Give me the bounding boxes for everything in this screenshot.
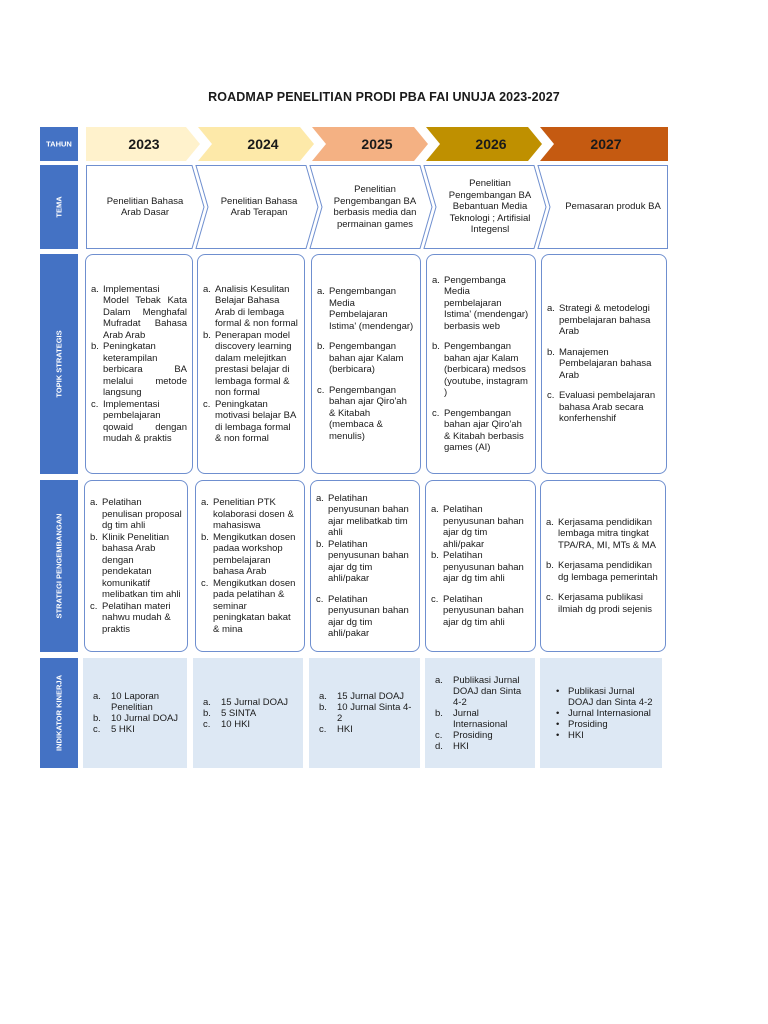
list-marker: c. bbox=[201, 577, 209, 589]
list-text: Kerjasama publikasi ilmiah dg prodi sejenis bbox=[558, 592, 652, 615]
list-item bbox=[317, 286, 415, 332]
list-item bbox=[315, 702, 414, 724]
list-item bbox=[199, 697, 297, 708]
list-marker: b. bbox=[547, 346, 555, 358]
list-text: Implementasi Model Tebak Kata Dalam Menghafal Mufradat Bahasa Arab Arab bbox=[103, 283, 187, 341]
list-text: Strategi & metodelogi pembelajaran bahasa Arab bbox=[559, 303, 651, 338]
list-marker: c. bbox=[317, 384, 325, 396]
list-item bbox=[431, 504, 530, 550]
list-marker: b. bbox=[546, 560, 554, 572]
year-2024: 2024 bbox=[247, 136, 279, 152]
list-text: Prosiding bbox=[568, 718, 608, 730]
list-item bbox=[546, 730, 656, 741]
list-item bbox=[199, 708, 297, 719]
list-text: Pelatihan penyusunan bahan ajar dg tim ahli/pakar bbox=[443, 504, 524, 550]
list-item bbox=[203, 284, 299, 330]
list-text: Pelatihan penyusunan bahan ajar dg tim ahli bbox=[443, 550, 524, 584]
list-text: Penelitian PTK kolaborasi dosen & mahasiswa bbox=[213, 497, 294, 531]
list-marker: b. bbox=[431, 550, 439, 561]
list-item bbox=[316, 539, 414, 585]
list-marker: a. bbox=[203, 283, 211, 295]
list-text: Implementasi pembelajaran qowaid dengan mudah & praktis bbox=[103, 398, 187, 444]
list-text: Pelatihan materi nahwu mudah & praktis bbox=[102, 600, 171, 635]
list-marker: c. bbox=[93, 724, 101, 735]
indikator-list-2027 bbox=[546, 686, 656, 741]
list-item bbox=[201, 497, 299, 532]
topik-box-2025 bbox=[311, 254, 421, 474]
row-label-tahun bbox=[40, 127, 78, 161]
list-bullet: • bbox=[556, 729, 560, 741]
list-text: Analisis Kesulitan Belajar Bahasa Arab di lembaga formal & non formal bbox=[215, 283, 298, 329]
tema-5: Pemasaran produk BA bbox=[565, 201, 661, 213]
list-item bbox=[432, 275, 530, 333]
list-item bbox=[89, 724, 181, 735]
topik-box-2023 bbox=[85, 254, 193, 474]
list-marker: c. bbox=[319, 724, 327, 735]
list-marker: b. bbox=[316, 538, 324, 550]
list-marker: c. bbox=[203, 398, 211, 410]
list-item bbox=[547, 390, 661, 425]
list-item bbox=[91, 399, 187, 445]
list-marker: b. bbox=[90, 531, 98, 543]
list-text: 10 HKI bbox=[221, 718, 251, 730]
list-marker: d. bbox=[435, 740, 443, 752]
list-item bbox=[431, 550, 530, 585]
list-marker: a. bbox=[319, 691, 327, 702]
list-bullet: • bbox=[556, 707, 560, 719]
list-marker: a. bbox=[93, 691, 101, 702]
list-marker: a. bbox=[317, 286, 325, 297]
list-item bbox=[316, 594, 414, 640]
list-item bbox=[432, 341, 530, 399]
topik-box-2026 bbox=[426, 254, 536, 474]
list-marker: a. bbox=[203, 696, 211, 708]
row-label-strategi-text: STRATEGI PENGEMBANGAN bbox=[54, 513, 64, 619]
list-item bbox=[546, 592, 660, 615]
list-text: 10 Jurnal Sinta 4-2 bbox=[337, 702, 412, 724]
list-text: 5 SINTA bbox=[221, 707, 257, 719]
strategi-list-2025 bbox=[316, 493, 414, 640]
list-text: 10 Jurnal DOAJ bbox=[111, 713, 179, 724]
list-item bbox=[90, 532, 182, 601]
page-title: ROADMAP PENELITIAN PRODI PBA FAI UNUJA 2023-2027 bbox=[208, 90, 560, 104]
list-item bbox=[316, 493, 414, 539]
list-item bbox=[91, 284, 187, 342]
topik-box-2024 bbox=[197, 254, 305, 474]
list-item bbox=[89, 691, 181, 713]
list-marker: c. bbox=[316, 593, 324, 605]
strategi-list-2027 bbox=[546, 517, 660, 616]
list-item bbox=[317, 341, 415, 376]
list-text: Pengembangan bahan ajar Kalam (berbicara) medsos (youtube, instagram ) bbox=[444, 341, 528, 398]
list-marker: c. bbox=[432, 407, 440, 419]
year-2023: 2023 bbox=[128, 136, 160, 152]
list-text: Jurnal Internasional bbox=[568, 707, 651, 719]
strategi-box-2026 bbox=[425, 480, 536, 652]
row-label-topik bbox=[40, 254, 78, 474]
list-marker: a. bbox=[547, 303, 555, 315]
list-marker: a. bbox=[201, 497, 209, 508]
list-text: Peningkatan motivasi belajar BA di lembaga formal & non formal bbox=[215, 398, 296, 444]
indikator-list-2025 bbox=[315, 691, 414, 735]
indikator-box-2025 bbox=[309, 658, 420, 768]
list-text: Evaluasi pembelajaran bahasa Arab secara konferhenshif bbox=[559, 390, 656, 425]
indikator-box-2023 bbox=[83, 658, 187, 768]
tema-2: Penelitian Bahasa Arab Terapan bbox=[220, 195, 298, 218]
list-text: HKI bbox=[568, 729, 584, 741]
list-text: Publikasi Jurnal DOAJ dan Sinta 4-2 bbox=[568, 685, 653, 708]
list-text: Pelatihan penulisan proposal dg tim ahli bbox=[102, 497, 182, 531]
list-text: Kerjasama pendidikan dg lembaga pemerintah bbox=[558, 560, 658, 583]
topik-list-2026 bbox=[432, 275, 530, 454]
list-marker: b. bbox=[91, 341, 99, 352]
list-marker: b. bbox=[203, 707, 211, 719]
indikator-list-2023 bbox=[89, 691, 181, 735]
list-item bbox=[199, 719, 297, 730]
list-item bbox=[201, 578, 299, 636]
list-item bbox=[89, 713, 181, 724]
list-text: Mengikutkan dosen padaa workshop pembelajaran bahasa Arab bbox=[213, 531, 296, 577]
topik-list-2023 bbox=[91, 284, 187, 445]
list-item bbox=[90, 497, 182, 532]
list-text: Manajemen Pembelajaran bahasa Arab bbox=[559, 346, 652, 381]
list-text: Jurnal Internasional bbox=[453, 707, 508, 730]
list-marker: b. bbox=[435, 707, 443, 719]
list-text: Pelatihan penyusunan bahan ajar melibatkab tim ahli bbox=[328, 492, 409, 538]
list-marker: a. bbox=[91, 283, 99, 295]
list-text: Prosiding bbox=[453, 729, 493, 741]
list-marker: a. bbox=[90, 497, 98, 508]
list-text: Pelatihan penyusunan bahan ajar dg tim ahli bbox=[443, 593, 524, 628]
list-item bbox=[317, 385, 415, 443]
list-item bbox=[203, 399, 299, 445]
list-marker: c. bbox=[203, 718, 211, 730]
strategi-list-2024 bbox=[201, 497, 299, 635]
list-item bbox=[315, 724, 414, 735]
row-label-tema bbox=[40, 165, 78, 249]
list-item bbox=[431, 730, 529, 741]
list-item bbox=[546, 517, 660, 552]
list-marker: b. bbox=[201, 531, 209, 543]
list-item bbox=[546, 686, 656, 708]
list-text: 15 Jurnal DOAJ bbox=[337, 691, 405, 702]
list-item bbox=[547, 303, 661, 338]
list-text: Peningkatan keterampilan berbicara BA melalui metode langsung bbox=[103, 341, 187, 398]
list-item bbox=[90, 601, 182, 636]
list-item bbox=[431, 741, 529, 752]
list-item bbox=[431, 594, 530, 629]
list-marker: c. bbox=[546, 592, 554, 604]
tema-4: Penelitian Pengembangan BA Bebantuan Media Teknologi ; Artifisial Integensl bbox=[448, 178, 532, 236]
list-text: 15 Jurnal DOAJ bbox=[221, 696, 289, 708]
strategi-box-2025 bbox=[310, 480, 420, 652]
list-text: Pengembanga Media pembelajaran Istima' (mendengar) berbasis web bbox=[444, 274, 529, 332]
list-item bbox=[201, 532, 299, 578]
list-text: Pengembangan bahan ajar Kalam (berbicara) bbox=[329, 341, 404, 375]
list-item bbox=[203, 330, 299, 399]
row-label-indikator-text: INDIKATOR KINERJA bbox=[54, 675, 64, 751]
list-text: HKI bbox=[453, 740, 469, 752]
list-text: Pengembangan bahan ajar Qiro'ah & Kitabah (membaca & menulis) bbox=[329, 384, 407, 442]
list-marker: b. bbox=[203, 329, 211, 341]
list-marker: a. bbox=[431, 504, 439, 515]
strategi-box-2024 bbox=[195, 480, 305, 652]
list-marker: c. bbox=[435, 729, 443, 741]
tema-1: Penelitian Bahasa Arab Dasar bbox=[106, 195, 184, 218]
list-item bbox=[546, 719, 656, 730]
list-text: Pelatihan penyusunan bahan ajar dg tim ahli/pakar bbox=[328, 593, 409, 639]
topik-box-2027 bbox=[541, 254, 667, 474]
row-label-tema-text: TEMA bbox=[54, 196, 64, 218]
year-2026: 2026 bbox=[475, 136, 507, 152]
list-text: 10 Laporan Penelitian bbox=[111, 691, 160, 713]
list-marker: c. bbox=[431, 593, 439, 605]
strategi-box-2027 bbox=[540, 480, 666, 652]
list-marker: a. bbox=[316, 492, 324, 504]
indikator-box-2026 bbox=[425, 658, 535, 768]
list-marker: b. bbox=[432, 341, 440, 352]
list-text: Pengembangan Media Pembelajaran Istima' (mendengar) bbox=[329, 286, 414, 332]
list-text: Mengikutkan dosen pada pelatihan & seminar peningkatan bakat & mina bbox=[213, 577, 296, 635]
list-text: Publikasi Jurnal DOAJ dan Sinta 4-2 bbox=[453, 674, 522, 708]
list-item bbox=[431, 675, 529, 708]
indikator-box-2024 bbox=[193, 658, 303, 768]
year-2025: 2025 bbox=[361, 136, 393, 152]
list-item bbox=[547, 347, 661, 382]
indikator-list-2024 bbox=[199, 697, 297, 730]
topik-list-2025 bbox=[317, 286, 415, 442]
list-item bbox=[315, 691, 414, 702]
list-marker: b. bbox=[317, 341, 325, 352]
list-bullet: • bbox=[556, 685, 560, 697]
year-2027: 2027 bbox=[590, 136, 622, 152]
list-text: 5 HKI bbox=[111, 724, 135, 735]
list-text: Klinik Penelitian bahasa Arab dengan pendekatan komunikatif melibatkan tim ahli bbox=[102, 531, 181, 600]
tema-3: Penelitian Pengembangan BA berbasis media dan permainan games bbox=[333, 184, 417, 230]
list-text: Penerapan model discovery learning dalam melejitkan prestasi belajar di lembaga formal & non formal bbox=[215, 329, 292, 398]
topik-list-2027 bbox=[547, 303, 661, 425]
list-marker: c. bbox=[90, 600, 98, 612]
row-label-indikator bbox=[40, 658, 78, 768]
list-text: Pelatihan penyusunan bahan ajar dg tim ahli/pakar bbox=[328, 538, 409, 584]
list-marker: b. bbox=[319, 702, 327, 713]
list-item bbox=[91, 341, 187, 399]
list-text: Pengembangan bahan ajar Qiro'ah & Kitabah berbasis games (AI) bbox=[444, 407, 524, 453]
list-item bbox=[432, 408, 530, 454]
row-label-topik-text: TOPIK STRATEGIS bbox=[54, 330, 64, 398]
topik-list-2024 bbox=[203, 284, 299, 445]
list-bullet: • bbox=[556, 718, 560, 730]
strategi-list-2026 bbox=[431, 504, 530, 628]
list-item bbox=[546, 708, 656, 719]
row-label-strategi bbox=[40, 480, 78, 652]
list-marker: a. bbox=[435, 674, 443, 686]
list-marker: c. bbox=[91, 398, 99, 410]
strategi-box-2023 bbox=[84, 480, 188, 652]
list-marker: b. bbox=[93, 713, 101, 724]
indikator-list-2026 bbox=[431, 675, 529, 752]
list-text: HKI bbox=[337, 724, 353, 735]
list-item bbox=[546, 560, 660, 583]
list-marker: c. bbox=[547, 390, 555, 402]
list-marker: a. bbox=[432, 274, 440, 286]
list-marker: a. bbox=[546, 516, 554, 528]
list-item bbox=[431, 708, 529, 730]
row-label-tahun-text: TAHUN bbox=[46, 139, 72, 149]
indikator-box-2027 bbox=[540, 658, 662, 768]
strategi-list-2023 bbox=[90, 497, 182, 635]
list-text: Kerjasama pendidikan lembaga mitra tingkat TPA/RA, MI, MTs & MA bbox=[558, 516, 656, 551]
